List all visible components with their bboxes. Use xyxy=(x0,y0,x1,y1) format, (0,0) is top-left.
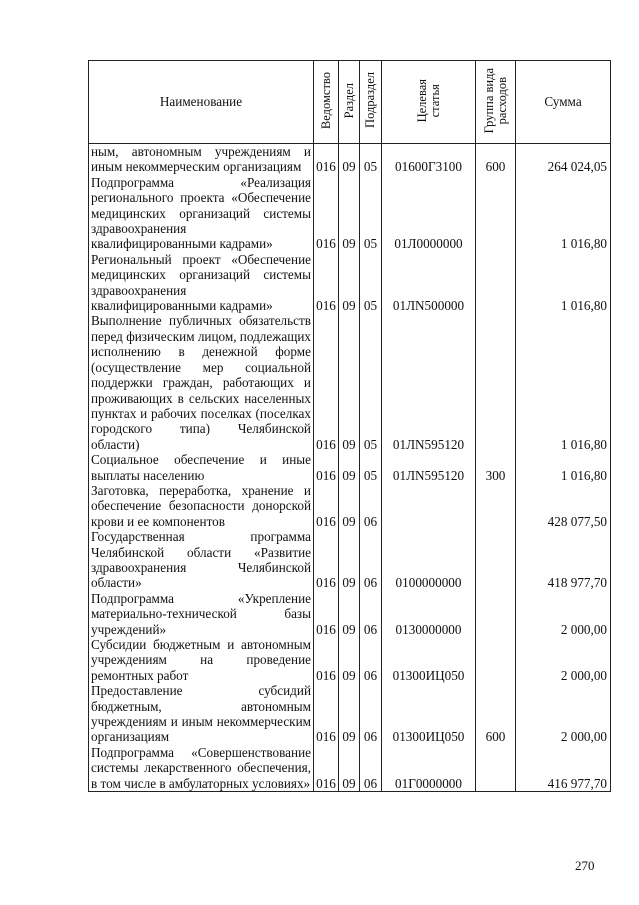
cell-name: Подпрограмма «Реализация регионального проекта «Обеспечение медицинских организаций системы здравоохранения квалифицированными кадрами» xyxy=(89,175,314,252)
cell-subsection: 06 xyxy=(360,637,382,683)
table-row xyxy=(89,452,611,483)
cell-subsection: 06 xyxy=(360,483,382,529)
cell-subsection: 05 xyxy=(360,452,382,483)
cell-target: 01Г0000000 xyxy=(382,745,476,792)
cell-subsection: 05 xyxy=(360,313,382,452)
cell-dept: 016 xyxy=(314,637,339,683)
cell-target: 01300ИЦ050 xyxy=(382,683,476,745)
cell-dept: 016 xyxy=(314,175,339,252)
cell-group xyxy=(476,745,516,792)
header-group: Группа вида расходов xyxy=(476,61,516,144)
cell-target: 01300ИЦ050 xyxy=(382,637,476,683)
cell-name: Государственная программа Челябинской области «Развитие здравоохранения Челябинской области» xyxy=(89,529,314,591)
cell-target: 01ЛN500000 xyxy=(382,252,476,314)
header-target: Целевая статья xyxy=(382,61,476,144)
table-row xyxy=(89,745,611,792)
cell-name: Выполнение публичных обязательств перед физическим лицом, подлежащих исполнению в денежной форме (осуществление мер социальной поддержки граждан, работающих и проживающих в сельских населенных пунктах и рабочих поселках (поселках городского типа) Челябинской области) xyxy=(89,313,314,452)
cell-sum: 2 000,00 xyxy=(516,637,611,683)
cell-name: Предоставление субсидий бюджетным, автономным учреждениям и иным некоммерческим организациям xyxy=(89,683,314,745)
cell-dept: 016 xyxy=(314,745,339,792)
table-row xyxy=(89,637,611,683)
cell-section: 09 xyxy=(339,175,360,252)
cell-target xyxy=(382,483,476,529)
cell-sum: 1 016,80 xyxy=(516,452,611,483)
cell-group: 300 xyxy=(476,452,516,483)
cell-section: 09 xyxy=(339,452,360,483)
cell-dept: 016 xyxy=(314,591,339,637)
cell-dept: 016 xyxy=(314,313,339,452)
header-dept: Ведомство xyxy=(314,61,339,144)
cell-section: 09 xyxy=(339,483,360,529)
cell-sum: 2 000,00 xyxy=(516,591,611,637)
table-row xyxy=(89,144,611,175)
cell-section: 09 xyxy=(339,529,360,591)
cell-subsection: 05 xyxy=(360,175,382,252)
cell-section: 09 xyxy=(339,144,360,175)
cell-group xyxy=(476,483,516,529)
table-row xyxy=(89,683,611,745)
cell-section: 09 xyxy=(339,683,360,745)
cell-sum: 418 977,70 xyxy=(516,529,611,591)
cell-sum: 264 024,05 xyxy=(516,144,611,175)
cell-subsection: 06 xyxy=(360,591,382,637)
cell-target: 01ЛN595120 xyxy=(382,313,476,452)
cell-group xyxy=(476,529,516,591)
cell-group: 600 xyxy=(476,144,516,175)
cell-dept: 016 xyxy=(314,144,339,175)
budget-table xyxy=(88,60,611,792)
table-row xyxy=(89,175,611,252)
cell-target: 01Л0000000 xyxy=(382,175,476,252)
cell-section: 09 xyxy=(339,745,360,792)
header-row xyxy=(89,61,611,144)
cell-section: 09 xyxy=(339,313,360,452)
cell-name: Подпрограмма «Совершенствование системы лекарственного обеспечения, в том числе в амбулаторных условиях» xyxy=(89,745,314,792)
header-section: Раздел xyxy=(339,61,360,144)
cell-sum: 1 016,80 xyxy=(516,252,611,314)
table-row xyxy=(89,252,611,314)
cell-subsection: 06 xyxy=(360,745,382,792)
cell-subsection: 05 xyxy=(360,144,382,175)
cell-dept: 016 xyxy=(314,683,339,745)
cell-group xyxy=(476,252,516,314)
cell-sum: 1 016,80 xyxy=(516,175,611,252)
cell-name: Социальное обеспечение и иные выплаты населению xyxy=(89,452,314,483)
cell-name: Подпрограмма «Укрепление материально-технической базы учреждений» xyxy=(89,591,314,637)
header-name: Наименование xyxy=(89,61,314,144)
cell-dept: 016 xyxy=(314,529,339,591)
cell-sum: 428 077,50 xyxy=(516,483,611,529)
cell-subsection: 05 xyxy=(360,252,382,314)
cell-subsection: 06 xyxy=(360,529,382,591)
cell-name: Региональный проект «Обеспечение медицинских организаций системы здравоохранения квалифицированными кадрами» xyxy=(89,252,314,314)
table-row xyxy=(89,483,611,529)
cell-subsection: 06 xyxy=(360,683,382,745)
cell-sum: 1 016,80 xyxy=(516,313,611,452)
cell-group xyxy=(476,637,516,683)
cell-dept: 016 xyxy=(314,252,339,314)
cell-group xyxy=(476,175,516,252)
table-row xyxy=(89,529,611,591)
cell-name: Субсидии бюджетным и автономным учреждениям на проведение ремонтных работ xyxy=(89,637,314,683)
cell-name: ным, автономным учреждениям и иным некоммерческим организациям xyxy=(89,144,314,175)
header-subsection: Подраздел xyxy=(360,61,382,144)
table-row xyxy=(89,313,611,452)
cell-dept: 016 xyxy=(314,483,339,529)
cell-group xyxy=(476,313,516,452)
cell-section: 09 xyxy=(339,637,360,683)
page-number: 270 xyxy=(575,858,595,873)
cell-target: 0130000000 xyxy=(382,591,476,637)
cell-section: 09 xyxy=(339,591,360,637)
header-sum: Сумма xyxy=(516,61,611,144)
table-row xyxy=(89,591,611,637)
cell-target: 0100000000 xyxy=(382,529,476,591)
cell-target: 01600Г3100 xyxy=(382,144,476,175)
cell-dept: 016 xyxy=(314,452,339,483)
cell-target: 01ЛN595120 xyxy=(382,452,476,483)
cell-group xyxy=(476,591,516,637)
cell-section: 09 xyxy=(339,252,360,314)
cell-sum: 2 000,00 xyxy=(516,683,611,745)
cell-sum: 416 977,70 xyxy=(516,745,611,792)
cell-group: 600 xyxy=(476,683,516,745)
cell-name: Заготовка, переработка, хранение и обеспечение безопасности донорской крови и ее компонентов xyxy=(89,483,314,529)
